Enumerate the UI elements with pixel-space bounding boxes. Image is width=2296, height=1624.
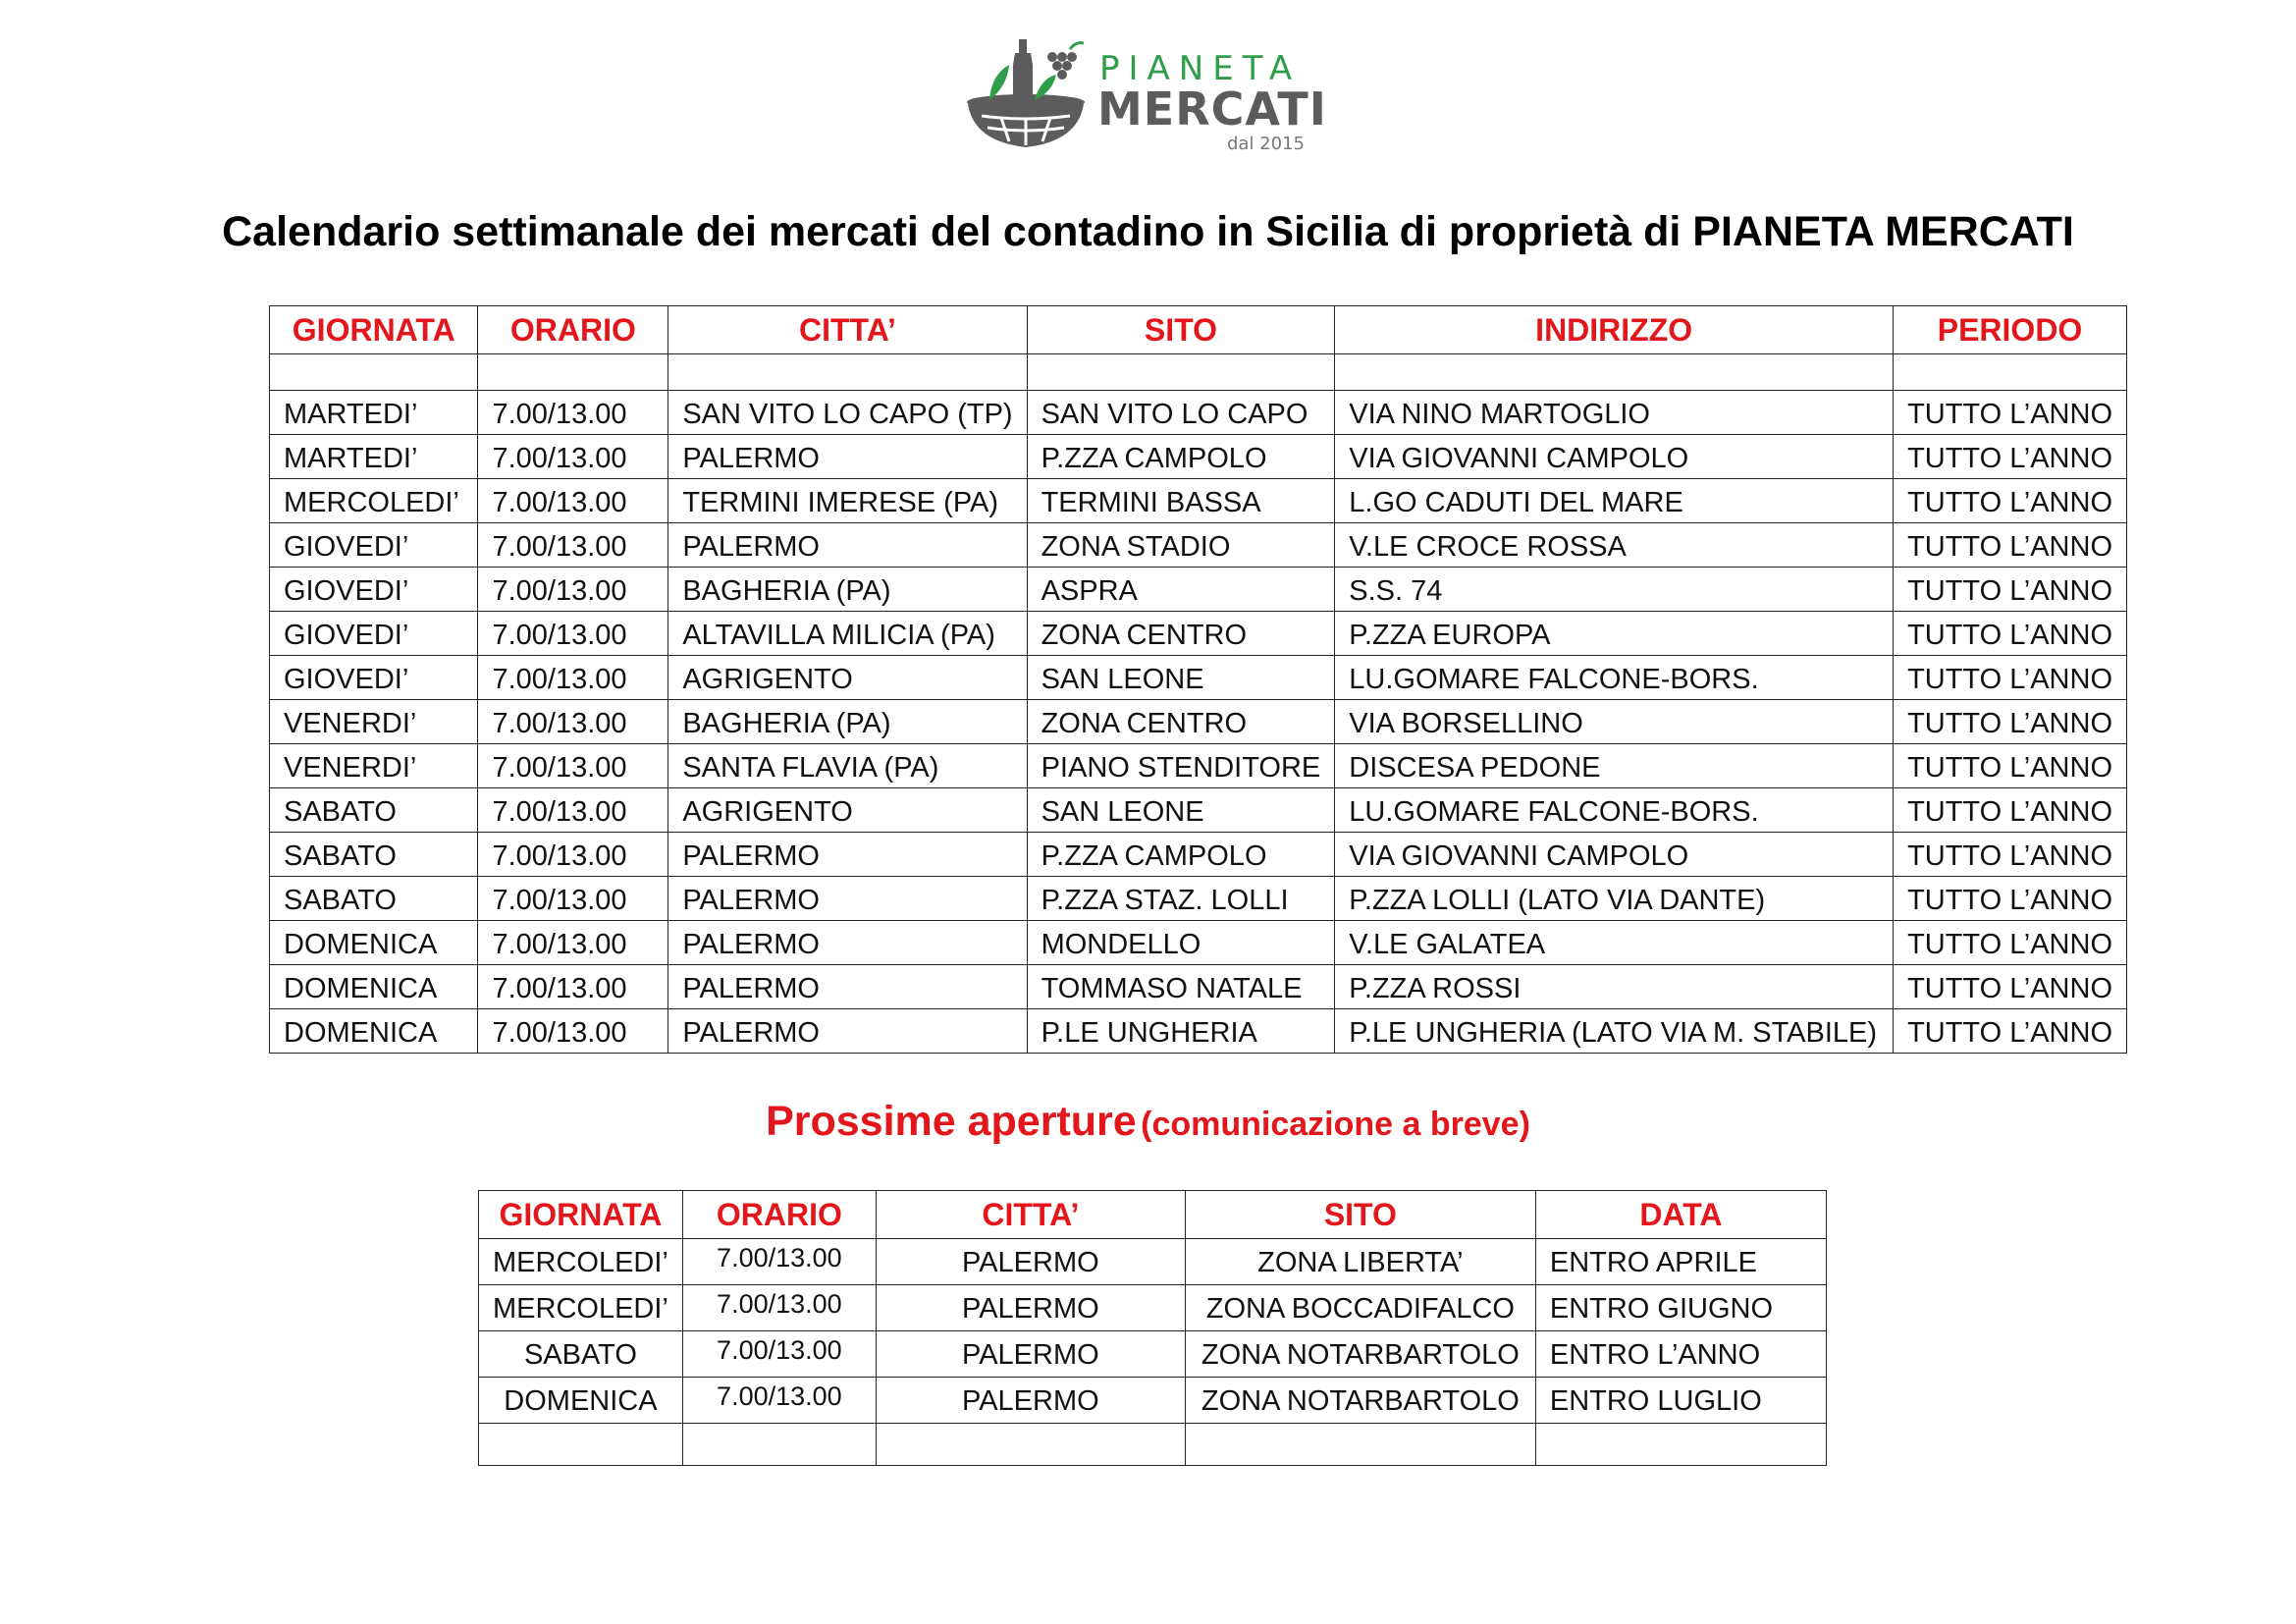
cell-citta: PALERMO: [668, 965, 1027, 1009]
brand-logo: [962, 35, 1335, 161]
table-row: [270, 921, 2127, 965]
cell-periodo: TUTTO L’ANNO: [1894, 921, 2127, 965]
table-row: [479, 1378, 1827, 1424]
table-header-row: [479, 1191, 1827, 1239]
section-subtitle: (comunicazione a breve): [1141, 1106, 1530, 1143]
cell-citta: ALTAVILLA MILICIA (PA): [668, 612, 1027, 656]
table-row: [270, 523, 2127, 568]
col-header-orario: ORARIO: [478, 306, 668, 354]
cell-indirizzo: VIA GIOVANNI CAMPOLO: [1335, 435, 1894, 479]
cell-indirizzo: VIA BORSELLINO: [1335, 700, 1894, 744]
cell-giornata: GIOVEDI’: [270, 568, 478, 612]
cell-citta: PALERMO: [876, 1331, 1185, 1378]
cell-citta: PALERMO: [668, 877, 1027, 921]
cell-giornata: SABATO: [270, 877, 478, 921]
logo-text-pianeta: PIANETA: [1099, 49, 1302, 88]
cell-orario: 7.00/13.00: [682, 1285, 876, 1331]
cell-sito: ZONA NOTARBARTOLO: [1185, 1378, 1535, 1424]
table-row-empty: [270, 354, 2127, 391]
table-cell: [682, 1424, 876, 1466]
cell-orario: 7.00/13.00: [478, 523, 668, 568]
weekly-markets-table: [269, 305, 2127, 1054]
cell-giornata: VENERDI’: [270, 700, 478, 744]
table-cell: [1185, 1424, 1535, 1466]
cell-sito: TOMMASO NATALE: [1027, 965, 1335, 1009]
cell-data: ENTRO GIUGNO: [1535, 1285, 1826, 1331]
table-row: [270, 877, 2127, 921]
table-row: [479, 1239, 1827, 1285]
cell-giornata: DOMENICA: [479, 1378, 683, 1424]
cell-sito: P.LE UNGHERIA: [1027, 1009, 1335, 1054]
cell-periodo: TUTTO L’ANNO: [1894, 612, 2127, 656]
cell-giornata: DOMENICA: [270, 1009, 478, 1054]
cell-orario: 7.00/13.00: [478, 612, 668, 656]
cell-periodo: TUTTO L’ANNO: [1894, 479, 2127, 523]
table-row: [270, 744, 2127, 788]
cell-orario: 7.00/13.00: [478, 391, 668, 435]
cell-indirizzo: L.GO CADUTI DEL MARE: [1335, 479, 1894, 523]
table-cell: [1027, 354, 1335, 391]
cell-sito: ZONA STADIO: [1027, 523, 1335, 568]
cell-sito: SAN VITO LO CAPO: [1027, 391, 1335, 435]
cell-orario: 7.00/13.00: [478, 568, 668, 612]
cell-orario: 7.00/13.00: [478, 965, 668, 1009]
table-row-empty: [479, 1424, 1827, 1466]
col-header-data: DATA: [1535, 1191, 1826, 1239]
cell-citta: TERMINI IMERESE (PA): [668, 479, 1027, 523]
cell-sito: ASPRA: [1027, 568, 1335, 612]
table-cell: [478, 354, 668, 391]
cell-periodo: TUTTO L’ANNO: [1894, 656, 2127, 700]
cell-citta: PALERMO: [668, 921, 1027, 965]
cell-periodo: TUTTO L’ANNO: [1894, 435, 2127, 479]
table-cell: [876, 1424, 1185, 1466]
table-cell: [479, 1424, 683, 1466]
cell-periodo: TUTTO L’ANNO: [1894, 965, 2127, 1009]
cell-orario: 7.00/13.00: [478, 1009, 668, 1054]
cell-orario: 7.00/13.00: [478, 479, 668, 523]
cell-periodo: TUTTO L’ANNO: [1894, 391, 2127, 435]
cell-data: ENTRO APRILE: [1535, 1239, 1826, 1285]
cell-giornata: GIOVEDI’: [270, 612, 478, 656]
col-header-citta: CITTA’: [876, 1191, 1185, 1239]
table-row: [270, 656, 2127, 700]
table-row: [479, 1331, 1827, 1378]
cell-periodo: TUTTO L’ANNO: [1894, 788, 2127, 833]
cell-sito: PIANO STENDITORE: [1027, 744, 1335, 788]
cell-periodo: TUTTO L’ANNO: [1894, 877, 2127, 921]
cell-giornata: MERCOLEDI’: [479, 1239, 683, 1285]
page-title: Calendario settimanale dei mercati del contadino in Sicilia di proprietà di PIANETA MERCATI: [222, 208, 2074, 255]
cell-giornata: MERCOLEDI’: [270, 479, 478, 523]
cell-indirizzo: LU.GOMARE FALCONE-BORS.: [1335, 656, 1894, 700]
cell-citta: PALERMO: [668, 523, 1027, 568]
cell-indirizzo: P.ZZA ROSSI: [1335, 965, 1894, 1009]
cell-orario: 7.00/13.00: [478, 744, 668, 788]
cell-giornata: MARTEDI’: [270, 435, 478, 479]
cell-indirizzo: V.LE GALATEA: [1335, 921, 1894, 965]
table-row: [270, 435, 2127, 479]
table-row: [270, 833, 2127, 877]
table-cell: [270, 354, 478, 391]
cell-giornata: GIOVEDI’: [270, 523, 478, 568]
cell-giornata: DOMENICA: [270, 921, 478, 965]
cell-indirizzo: LU.GOMARE FALCONE-BORS.: [1335, 788, 1894, 833]
cell-citta: SANTA FLAVIA (PA): [668, 744, 1027, 788]
cell-indirizzo: V.LE CROCE ROSSA: [1335, 523, 1894, 568]
cell-sito: TERMINI BASSA: [1027, 479, 1335, 523]
cell-citta: PALERMO: [668, 435, 1027, 479]
table-cell: [1335, 354, 1894, 391]
cell-citta: AGRIGENTO: [668, 788, 1027, 833]
table-row: [270, 700, 2127, 744]
cell-sito: SAN LEONE: [1027, 656, 1335, 700]
table-row: [479, 1285, 1827, 1331]
cell-orario: 7.00/13.00: [682, 1378, 876, 1424]
col-header-sito: SITO: [1027, 306, 1335, 354]
cell-citta: BAGHERIA (PA): [668, 700, 1027, 744]
cell-indirizzo: P.LE UNGHERIA (LATO VIA M. STABILE): [1335, 1009, 1894, 1054]
table-row: [270, 788, 2127, 833]
upcoming-openings-heading: [0, 1098, 2296, 1146]
market-basket-icon: [962, 35, 1090, 161]
cell-sito: ZONA CENTRO: [1027, 700, 1335, 744]
cell-orario: 7.00/13.00: [478, 921, 668, 965]
upcoming-openings-table: [478, 1190, 1827, 1466]
col-header-giornata: GIORNATA: [479, 1191, 683, 1239]
logo-text-mercati: MERCATI: [1097, 82, 1327, 135]
cell-citta: SAN VITO LO CAPO (TP): [668, 391, 1027, 435]
col-header-citta: CITTA’: [668, 306, 1027, 354]
table-row: [270, 612, 2127, 656]
cell-giornata: SABATO: [270, 833, 478, 877]
cell-data: ENTRO LUGLIO: [1535, 1378, 1826, 1424]
cell-data: ENTRO L’ANNO: [1535, 1331, 1826, 1378]
cell-indirizzo: S.S. 74: [1335, 568, 1894, 612]
cell-sito: P.ZZA CAMPOLO: [1027, 435, 1335, 479]
cell-sito: ZONA NOTARBARTOLO: [1185, 1331, 1535, 1378]
table-row: [270, 965, 2127, 1009]
col-header-sito: SITO: [1185, 1191, 1535, 1239]
cell-citta: PALERMO: [876, 1285, 1185, 1331]
cell-citta: PALERMO: [876, 1239, 1185, 1285]
cell-orario: 7.00/13.00: [478, 435, 668, 479]
cell-sito: P.ZZA CAMPOLO: [1027, 833, 1335, 877]
table-header-row: [270, 306, 2127, 354]
table-row: [270, 568, 2127, 612]
cell-periodo: TUTTO L’ANNO: [1894, 523, 2127, 568]
cell-orario: 7.00/13.00: [478, 833, 668, 877]
cell-orario: 7.00/13.00: [682, 1331, 876, 1378]
cell-periodo: TUTTO L’ANNO: [1894, 568, 2127, 612]
cell-sito: SAN LEONE: [1027, 788, 1335, 833]
cell-sito: MONDELLO: [1027, 921, 1335, 965]
cell-orario: 7.00/13.00: [682, 1239, 876, 1285]
cell-citta: PALERMO: [668, 1009, 1027, 1054]
cell-giornata: DOMENICA: [270, 965, 478, 1009]
cell-periodo: TUTTO L’ANNO: [1894, 833, 2127, 877]
cell-orario: 7.00/13.00: [478, 788, 668, 833]
col-header-indirizzo: INDIRIZZO: [1335, 306, 1894, 354]
cell-orario: 7.00/13.00: [478, 877, 668, 921]
cell-giornata: GIOVEDI’: [270, 656, 478, 700]
cell-giornata: SABATO: [479, 1331, 683, 1378]
cell-sito: ZONA BOCCADIFALCO: [1185, 1285, 1535, 1331]
cell-citta: AGRIGENTO: [668, 656, 1027, 700]
cell-citta: BAGHERIA (PA): [668, 568, 1027, 612]
cell-citta: PALERMO: [668, 833, 1027, 877]
cell-indirizzo: VIA GIOVANNI CAMPOLO: [1335, 833, 1894, 877]
table-row: [270, 479, 2127, 523]
cell-periodo: TUTTO L’ANNO: [1894, 1009, 2127, 1054]
table-row: [270, 391, 2127, 435]
cell-orario: 7.00/13.00: [478, 700, 668, 744]
cell-sito: ZONA LIBERTA’: [1185, 1239, 1535, 1285]
col-header-orario: ORARIO: [682, 1191, 876, 1239]
cell-giornata: VENERDI’: [270, 744, 478, 788]
cell-indirizzo: P.ZZA LOLLI (LATO VIA DANTE): [1335, 877, 1894, 921]
cell-indirizzo: VIA NINO MARTOGLIO: [1335, 391, 1894, 435]
cell-periodo: TUTTO L’ANNO: [1894, 744, 2127, 788]
table-cell: [668, 354, 1027, 391]
cell-giornata: MARTEDI’: [270, 391, 478, 435]
cell-giornata: MERCOLEDI’: [479, 1285, 683, 1331]
cell-giornata: SABATO: [270, 788, 478, 833]
cell-orario: 7.00/13.00: [478, 656, 668, 700]
cell-indirizzo: P.ZZA EUROPA: [1335, 612, 1894, 656]
cell-indirizzo: DISCESA PEDONE: [1335, 744, 1894, 788]
logo-text-since: dal 2015: [1227, 134, 1305, 154]
cell-sito: P.ZZA STAZ. LOLLI: [1027, 877, 1335, 921]
cell-sito: ZONA CENTRO: [1027, 612, 1335, 656]
table-cell: [1535, 1424, 1826, 1466]
cell-periodo: TUTTO L’ANNO: [1894, 700, 2127, 744]
col-header-periodo: PERIODO: [1894, 306, 2127, 354]
table-cell: [1894, 354, 2127, 391]
cell-citta: PALERMO: [876, 1378, 1185, 1424]
section-title: Prossime aperture: [766, 1098, 1137, 1145]
col-header-giornata: GIORNATA: [270, 306, 478, 354]
table-row: [270, 1009, 2127, 1054]
